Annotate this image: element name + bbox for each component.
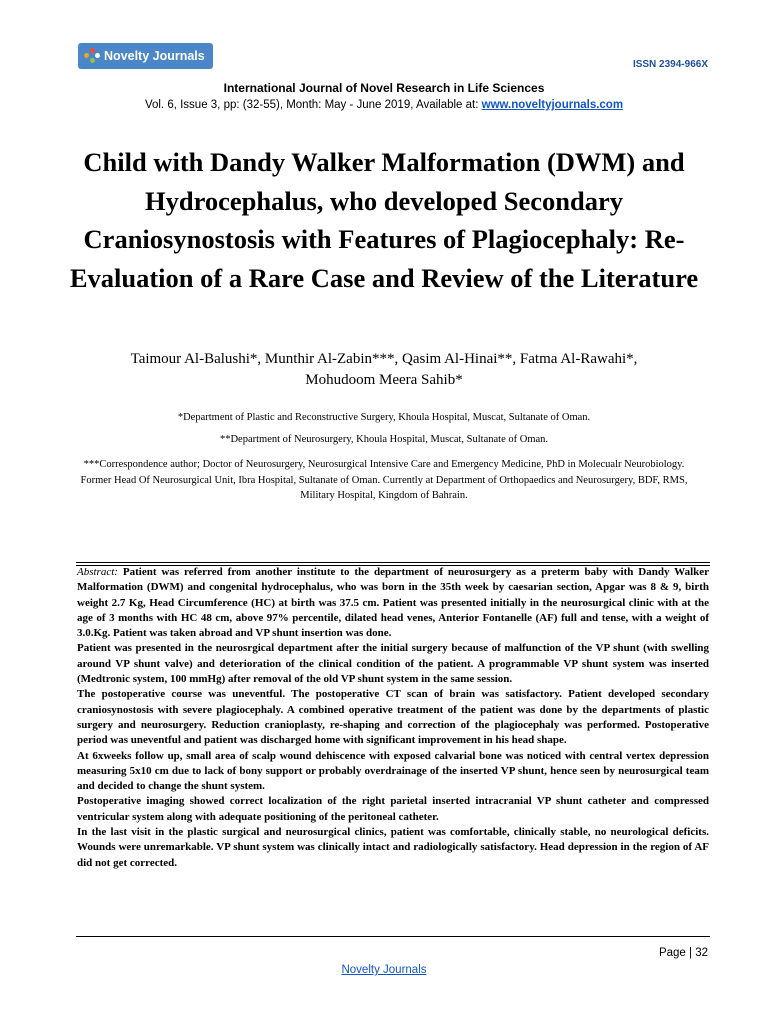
abstract-paragraph: Patient was presented in the neurosrgical department after the initial surgery because of malfunction of the VP shunt (with swelling around VP shunt valve) and deterioration of the clinical condition of the patient. A programmable VP shunt system was inserted (Medtronic system, 100 mmHg) after removal of the old VP shunt system in the same session. [77,642,709,686]
authors-line-1: Taimour Al-Balushi*, Munthir Al-Zabin***, Qasim Al-Hinai**, Fatma Al-Rawahi*, [130,351,638,367]
abstract-label: Abstract: [77,566,118,578]
website-link[interactable]: www.noveltyjournals.com [481,99,624,111]
abstract-paragraph-text: Patient was referred from another institute to the department of neurosurgery as a preterm baby with Dandy Walker Malformation (DWM) and congenital hydrocephalus, who was born in the 35th week by caesarian section, Apgar was 8 & 9, birth weight 2.7 Kg, Head Circumference (HC) at birth was 37.5 cm. Patient was presented initially in the neurosurgical clinic with at the age of 3 months with HC 48 cm, above 97% percentile, dilated head venes, Anterior Fontanelle (AF) full and tense, with a weight of 3.0.Kg. Patient was taken abroad and VP shunt insertion was done. [77,566,710,640]
authors [60,349,708,391]
page-number: Page | 32 [658,947,708,959]
volume-info [0,99,768,111]
journal-name: International Journal of Novel Research in Life Sciences [223,81,545,95]
footer-publisher-link[interactable]: Novelty Journals [341,964,427,976]
logo-dots-icon [84,48,100,64]
affiliation-2: **Department of Neurosurgery, Khoula Hospital, Muscat, Sultanate of Oman. [219,434,549,445]
logo-text: Novelty Journals [104,49,205,63]
abstract-paragraph [77,565,709,641]
issn: ISSN 2394-966X [632,59,708,70]
abstract [77,565,709,871]
authors-line-2: Mohudoom Meera Sahib* [305,372,463,388]
abstract-paragraph: Postoperative imaging showed correct localization of the right parietal inserted intracranial VP shunt catheter and compressed ventricular system along with adequate positioning of the peritoneal catheter. [77,795,709,823]
publisher-logo [78,43,213,69]
affiliation-1: *Department of Plastic and Reconstructive Surgery, Khoula Hospital, Muscat, Sultanate of Oman. [177,412,591,423]
abstract-bottom-rule [76,936,710,937]
article-title: Child with Dandy Walker Malformation (DWM) and Hydrocephalus, who developed Secondary Craniosynostosis with Features of Plagiocephaly: Re-Evaluation of a Rare Case and Review of the Literature [69,147,699,293]
affiliation-3: ***Correspondence author; Doctor of Neurosurgery, Neurosurgical Intensive Care and Emergency Medicine, PhD in Molecualr Neurobiology. Former Head Of Neurosurgical Unit, Ibra Hospital, Sultanate of Oman. Currently at Department of Orthopaedics and Neurosurgery, BDF, RMS, Military Hospital, Kingdom of Bahrain. [80,459,688,501]
volume-text: Vol. 6, Issue 3, pp: (32-55), Month: May - June 2019, Available at: [144,99,482,111]
abstract-paragraph: In the last visit in the plastic surgical and neurosurgical clinics, patient was comfortable, clinically stable, no neurological deficits. Wounds were unremarkable. VP shunt system was clinically intact and radiologically satisfactory. Head depression in the region of AF did not get corrected. [77,826,709,869]
abstract-paragraph: The postoperative course was uneventful. The postoperative CT scan of brain was satisfactory. Patient developed secondary craniosynostosis with severe plagiocephaly. A combined operative treatment of the patient was done by the departments of plastic surgery and neurosurgery. Reduction cranioplasty, re-shaping and correction of the plagiocephaly was performed. Postoperative period was uneventful and patient was discharged home with significant improvement in his head shape. [77,688,709,747]
abstract-paragraph: At 6xweeks follow up, small area of scalp wound dehiscence with exposed calvarial bone was noticed with central vertex depression measuring 5x10 cm due to lack of bony support or probably overdrainage of the inserted VP shunt, hence seen by neurosurgical team and decided to change the shunt system. [77,749,709,793]
